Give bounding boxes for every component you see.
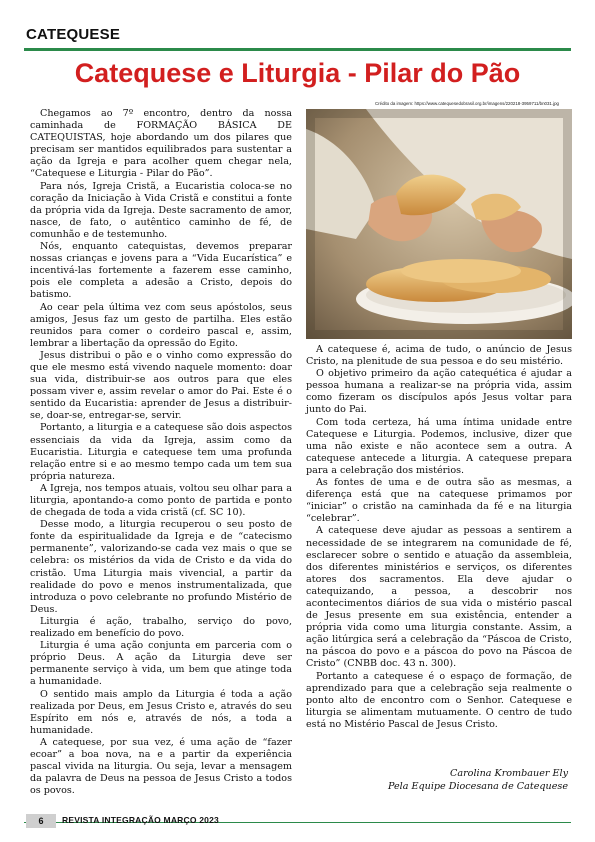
paragraph: A catequese é, acima de tudo, o anúncio de Jesus Cristo, na plenitude de sua pessoa e do seu mistério.	[306, 344, 572, 368]
publication-footer: REVISTA INTEGRAÇÃO MARÇO 2023	[62, 815, 219, 825]
image-credit: Crédito da imagem: https://www.catequesedobrasil.org.br/imagens/220218-3959711/bn031.jpg	[375, 101, 559, 106]
photo-illustration	[306, 109, 572, 339]
right-column	[306, 344, 572, 731]
paragraph: Portanto, a liturgia e a catequese são dois aspectos essenciais da vida da Igreja, assim como da Eucaristia. Liturgia e catequese tem uma profunda relação entre si e ao mesmo tempo cada um tem sua própria natureza.	[30, 422, 292, 482]
paragraph: Chegamos ao 7º encontro, dentro da nossa caminhada de FORMAÇÃO BÁSICA DE CATEQUISTAS, hoje abordando um dos pilares que precisam ser mantidos equilibrados para sustentar a ação da Igreja e para acolher quem chegar nela, “Catequese e Liturgia - Pilar do Pão”.	[30, 108, 292, 180]
paragraph: Para nós, Igreja Cristã, a Eucaristia coloca-se no coração da Iniciação à Vida Cristã e constitui a fonte da própria vida da Igreja. Deste sacramento de amor, nasce, de fato, o autêntico caminho de fé, de comunhão e de testemunho.	[30, 180, 292, 240]
paragraph: O objetivo primeiro da ação catequética é ajudar a pessoa humana a realizar-se na própria vida, assim como fizeram os discípulos após Jesus voltar para junto do Pai.	[306, 368, 572, 416]
article-title: Catequese e Liturgia - Pilar do Pão	[74, 58, 521, 88]
paragraph: Nós, enquanto catequistas, devemos preparar nossas crianças e jovens para a “Vida Eucarística” e incentivá-las fortemente a fazerem esse caminho, pois ele completa a adesão a Cristo, depois do batismo.	[30, 241, 292, 301]
paragraph: Portanto a catequese é o espaço de formação, de aprendizado para que a celebração seja realmente o ponto alto de encontro com o Senhor. Catequese e liturgia se alimentam mutuamente. O centro de tudo está no Mistério Pascal de Jesus Cristo.	[306, 670, 572, 730]
page-number: 6	[26, 814, 56, 828]
paragraph: Jesus distribui o pão e o vinho como expressão do que ele mesmo está vivendo naquele momento: doar sua vida, distribuir-se aos outros para que eles possam viver e, assim revelar o amor do Pai. Este é o sentido da Eucaristia: aprender de Jesus a distribuir-se, doar-se, entregar-se, servir.	[30, 349, 292, 422]
left-column	[30, 108, 292, 797]
bread-breaking-photo	[306, 109, 572, 339]
paragraph: Liturgia é uma ação conjunta em parceria com o próprio Deus. A ação da Liturgia deve ser permanente serviço à vida, um bem que atinge toda a humanidade.	[30, 640, 292, 688]
paragraph: As fontes de uma e de outra são as mesmas, a diferença está que na catequese primamos por “iniciar” o cristão na caminhada da fé e na liturgia “celebrar”.	[306, 477, 572, 525]
header-divider	[24, 48, 571, 51]
paragraph: A Igreja, nos tempos atuais, voltou seu olhar para a liturgia, apontando-a como ponto de partida e ponto de chegada de toda a vida cristã (cf. SC 10).	[30, 482, 292, 519]
author-affiliation: Pela Equipe Diocesana de Catequese	[387, 781, 568, 792]
paragraph: Desse modo, a liturgia recuperou o seu posto de fonte da espiritualidade da Igreja e de “catecismo permanente”, valorizando-se cada vez mais o que se celebra: os mistérios da vida de Cristo e da vida do cristão. Uma Liturgia mais vivencial, a partir da realidade do povo e menos instrumentalizada, que introduza o povo celebrante no profundo Mistério de Deus.	[30, 519, 292, 615]
paragraph: A catequese deve ajudar as pessoas a sentirem a necessidade de se integrarem na comunidade de fé, esclarecer sobre o sentido e atuação da assembleia, dos diferentes ministérios e serviços, os diferentes atores dos sacramentos. Ela deve ajudar o catequizando, a pessoa, a descobrir nos acontecimentos diários de sua vida o mistério pascal de Jesus presente em sua existência, entender a própria vida como uma liturgia constante. Assim, a ação litúrgica será a celebração da “Páscoa de Cristo, na páscoa do povo e a páscoa do povo na Páscoa de Cristo” (CNBB doc. 43 n. 300).	[306, 525, 572, 670]
author-signature	[306, 767, 568, 793]
author-name: Carolina Krombauer Ely	[450, 768, 568, 779]
paragraph: Liturgia é ação, trabalho, serviço do povo, realizado em benefício do povo.	[30, 615, 292, 640]
section-label: CATEQUESE	[26, 26, 121, 43]
paragraph: A catequese, por sua vez, é uma ação de “fazer ecoar” a boa nova, na e a partir da experiência pascal vivida na liturgia. Ou seja, levar a mensagem da palavra de Deus na pessoa de Jesus Cristo a todos os povos.	[30, 736, 292, 797]
paragraph: Ao cear pela última vez com seus apóstolos, seus amigos, Jesus faz um gesto de partilha. Eles estão reunidos para comer o cordeiro pascal e, assim, lembrar a libertação da opressão do Egito.	[30, 301, 292, 349]
paragraph: O sentido mais amplo da Liturgia é toda a ação realizada por Deus, em Jesus Cristo e, através do seu Espírito em nós e, através de nós, a toda a humanidade.	[30, 688, 292, 736]
paragraph: Com toda certeza, há uma íntima unidade entre Catequese e Liturgia. Podemos, inclusive, dizer que uma não existe e não acontece sem a outra. A catequese antecede a liturgia. A catequese prepara para a celebração dos mistérios.	[306, 416, 572, 476]
